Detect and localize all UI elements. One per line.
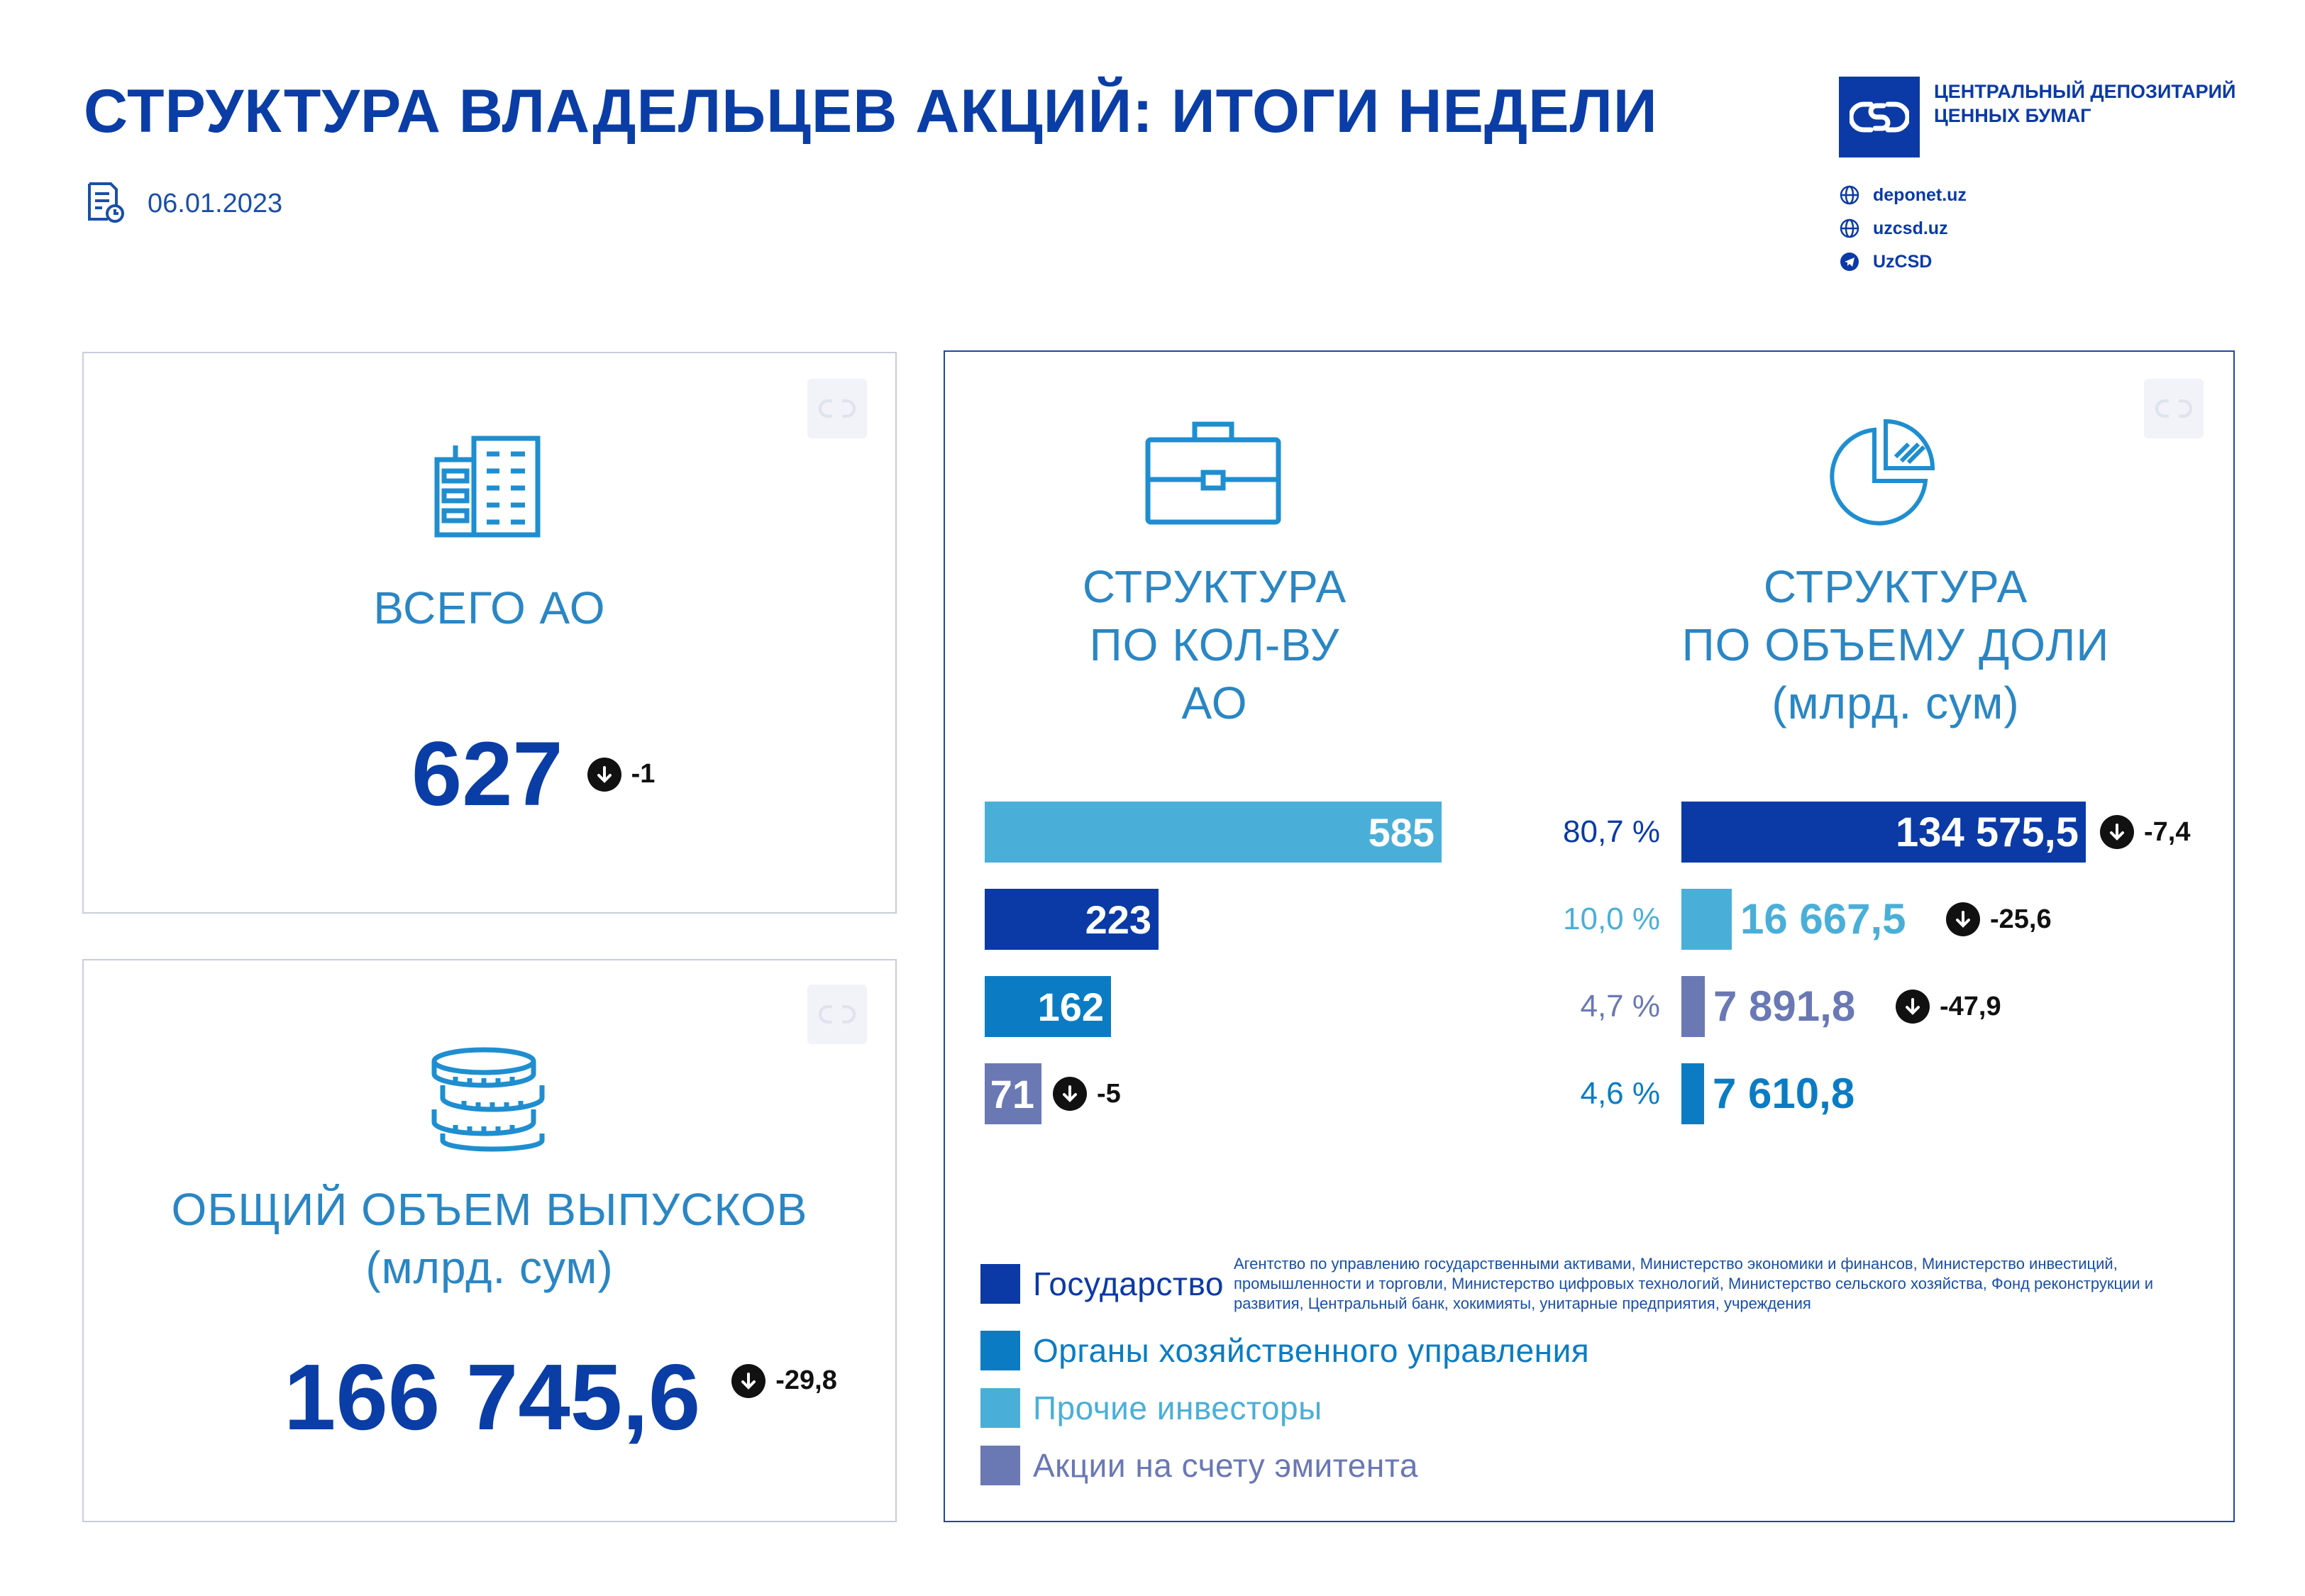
total-issues-value-row [284,1343,837,1451]
legend-item [980,1331,1589,1370]
legend-label: Акции на счету эмитента [1033,1447,1418,1484]
volume-bar [1681,976,1705,1037]
total-jsc-value-row [411,722,655,826]
link-text[interactable]: deponet.uz [1873,184,1967,205]
briefcase-icon [1144,420,1283,530]
count-bar [985,802,1442,863]
delta-text: -29,8 [775,1365,837,1395]
delta-text: -7,4 [2144,816,2191,847]
volume-bar [1681,889,1732,950]
total-issues-card [82,959,897,1522]
total-jsc-value: 627 [411,724,563,825]
structure-volume-title [1654,558,2137,732]
volume-share-percent: 4,7 % [1580,989,1660,1024]
arrow-down-icon [1896,990,1930,1024]
total-issues-label-line2: (млрд. сум) [365,1242,614,1293]
legend-label: Органы хозяйственного управления [1033,1332,1590,1369]
link-uzcsd[interactable] [1839,218,1948,239]
volume-bar [1681,1063,1704,1124]
telegram-icon [1839,251,1860,272]
volume-value: 16 667,5 [1740,895,1906,943]
total-issues-label [84,1180,895,1297]
legend-item [980,1388,1322,1428]
legend-label: Государство [1033,1265,1224,1302]
org-name [1934,79,2235,128]
count-bar-label: 71 [990,1071,1034,1116]
total-issues-label-line1: ОБЩИЙ ОБЪЕМ ВЫПУСКОВ [171,1184,808,1235]
structure-count-title [1066,558,1364,732]
volume-value: 7 891,8 [1713,982,1856,1030]
count-bar-delta [1053,1077,1121,1111]
structure-count-title-line2: ПО КОЛ-ВУ АО [1089,619,1340,728]
delta-text: -1 [631,759,656,789]
delta-text: -5 [1097,1078,1121,1109]
report-date [84,181,282,227]
total-jsc-label: ВСЕГО АО [373,582,606,633]
count-bar-label: 585 [1368,809,1435,855]
delta-text: -47,9 [1940,991,2001,1021]
buildings-icon [431,431,545,541]
legend-item [980,1446,1418,1485]
structure-count-title-line1: СТРУКТУРА [1082,561,1347,612]
legend-note: Агентство по управлению государственными активами, Министерство экономики и финансов, Министерство инвестиций, промышленности и торговли, Министерство цифровых технологий, Министерство сельского хозяйства, Фонд реконструкции и развития, Центральный банк, хокимияты, унитарные предприятия, учреждения [1233,1255,2154,1312]
csd-logo[interactable] [1839,77,1920,157]
total-issues-value: 166 745,6 [284,1345,701,1449]
org-name-line2: ЦЕННЫХ БУМАГ [1934,105,2091,126]
volume-share-percent: 80,7 % [1563,814,1660,849]
link-telegram[interactable] [1839,251,1932,272]
arrow-down-icon [1946,902,1980,936]
volume-delta [2100,815,2190,849]
total-jsc-delta [587,758,656,792]
count-bar [985,889,1159,950]
csd-watermark-icon [2144,379,2204,438]
pie-chart-icon [1825,417,1938,534]
legend-label: Прочие инвесторы [1033,1390,1322,1426]
volume-value: 7 610,8 [1713,1070,1855,1117]
count-bar-label: 162 [1037,984,1104,1029]
arrow-down-icon [2100,815,2134,849]
legend-swatch [980,1446,1020,1485]
volume-delta [1896,990,2001,1024]
page-title: СТРУКТУРА ВЛАДЕЛЬЦЕВ АКЦИЙ: ИТОГИ НЕДЕЛИ [84,77,1658,145]
volume-share-percent: 10,0 % [1563,902,1660,936]
delta-text: -25,6 [1990,904,2052,934]
total-issues-delta [731,1364,837,1398]
globe-icon [1839,218,1860,239]
arrow-down-icon [731,1364,765,1398]
date-text: 06.01.2023 [148,189,283,218]
legend-item [980,1254,2163,1314]
structure-volume-title-line1: СТРУКТУРА [1763,561,2028,612]
arrow-down-icon [587,758,621,792]
legend-swatch [980,1331,1020,1370]
structure-volume-title-line3: (млрд. сум) [1771,677,2020,728]
total-jsc-card [82,352,897,914]
count-bar [985,976,1111,1037]
link-text[interactable]: uzcsd.uz [1873,218,1948,238]
globe-icon [1839,184,1860,206]
legend-swatch [980,1388,1020,1428]
arrow-down-icon [1053,1077,1087,1111]
csd-watermark-icon [807,379,867,438]
legend-swatch [980,1264,1020,1304]
count-bar [985,1063,1041,1124]
volume-delta [1946,902,2052,936]
structure-volume-title-line2: ПО ОБЪЕМУ ДОЛИ [1681,619,2110,670]
link-deponet[interactable] [1839,184,1967,206]
volume-bar [1681,802,2086,863]
volume-value: 134 575,5 [1895,809,2079,855]
volume-share-percent: 4,6 % [1580,1076,1660,1111]
coins-icon [427,1046,555,1156]
document-clock-icon [84,181,126,227]
link-text[interactable]: UzCSD [1873,251,1933,272]
org-name-line1: ЦЕНТРАЛЬНЫЙ ДЕПОЗИТАРИЙ [1934,81,2236,102]
count-bar-label: 223 [1085,897,1151,942]
csd-watermark-icon [807,985,867,1044]
